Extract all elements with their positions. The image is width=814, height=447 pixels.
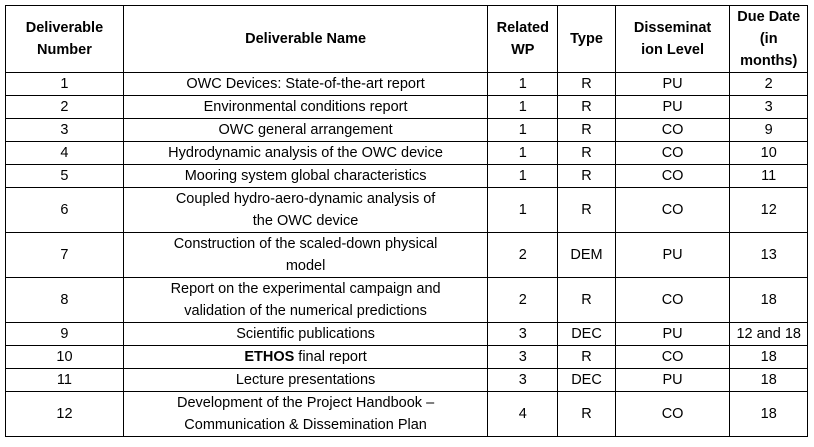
cell-deliverable-number: 8 [6,278,124,323]
cell-due-date: 13 [730,233,808,278]
deliverable-name-line: Communication & Dissemination Plan [184,417,427,433]
cell-related-wp: 3 [488,369,558,392]
cell-deliverable-name [123,278,487,323]
cell-type: DEC [558,323,615,346]
cell-deliverable-name [123,165,487,188]
cell-deliverable-name [123,346,487,369]
table-row [6,392,808,437]
deliverable-name-line: Scientific publications [236,326,375,342]
cell-related-wp: 1 [488,119,558,142]
cell-related-wp: 1 [488,96,558,119]
cell-deliverable-name [123,73,487,96]
cell-deliverable-number: 1 [6,73,124,96]
cell-dissemination-level: CO [615,188,730,233]
cell-type: R [558,73,615,96]
deliverable-name-line: Hydrodynamic analysis of the OWC device [168,145,443,161]
cell-dissemination-level: CO [615,346,730,369]
cell-deliverable-number: 7 [6,233,124,278]
cell-type: R [558,142,615,165]
cell-deliverable-number: 3 [6,119,124,142]
deliverable-name-line: OWC Devices: State-of-the-art report [186,76,425,92]
cell-related-wp: 1 [488,165,558,188]
cell-due-date: 12 and 18 [730,323,808,346]
cell-dissemination-level: CO [615,278,730,323]
cell-related-wp: 1 [488,73,558,96]
cell-deliverable-number: 4 [6,142,124,165]
deliverable-name-line: Mooring system global characteristics [184,168,427,184]
cell-deliverable-name [123,96,487,119]
cell-deliverable-number: 2 [6,96,124,119]
header-dissemination-level: Disseminat ion Level [615,6,730,73]
deliverables-table [5,5,808,437]
deliverable-name-line: Development of the Project Handbook – [177,395,435,411]
cell-type: R [558,278,615,323]
cell-dissemination-level: PU [615,73,730,96]
deliverable-name-line: Environmental conditions report [203,99,408,115]
cell-type: R [558,119,615,142]
cell-deliverable-name [123,323,487,346]
cell-type: DEM [558,233,615,278]
cell-related-wp: 3 [488,346,558,369]
cell-due-date: 9 [730,119,808,142]
table-row [6,323,808,346]
project-name-emphasis: ETHOS [244,349,295,365]
cell-dissemination-level: CO [615,392,730,437]
header-deliverable-number: Deliverable Number [6,6,124,73]
cell-due-date: 2 [730,73,808,96]
cell-deliverable-number: 9 [6,323,124,346]
cell-due-date: 18 [730,369,808,392]
cell-dissemination-level: CO [615,119,730,142]
deliverable-name-line: validation of the numerical predictions [184,303,427,319]
cell-deliverable-name [123,142,487,165]
table-row [6,119,808,142]
cell-due-date: 10 [730,142,808,165]
cell-deliverable-number: 6 [6,188,124,233]
cell-due-date: 11 [730,165,808,188]
cell-dissemination-level: PU [615,233,730,278]
cell-type: R [558,392,615,437]
cell-type: R [558,188,615,233]
table-row [6,188,808,233]
cell-deliverable-number: 11 [6,369,124,392]
table-row [6,369,808,392]
cell-dissemination-level: PU [615,369,730,392]
table-row [6,233,808,278]
cell-type: DEC [558,369,615,392]
cell-deliverable-name [123,369,487,392]
cell-dissemination-level: CO [615,165,730,188]
header-due-date: Due Date (in months) [730,6,808,73]
deliverable-name-line: the OWC device [252,213,359,229]
cell-related-wp: 4 [488,392,558,437]
deliverable-name-line: Report on the experimental campaign and [170,281,441,297]
table-row [6,73,808,96]
deliverable-name-line: model [285,258,326,274]
deliverable-name-line: Construction of the scaled-down physical [173,236,438,252]
cell-type: R [558,96,615,119]
deliverable-name-line: final report [294,349,367,365]
cell-due-date: 12 [730,188,808,233]
table-body [6,73,808,437]
cell-due-date: 18 [730,392,808,437]
table-row [6,278,808,323]
cell-deliverable-number: 5 [6,165,124,188]
cell-type: R [558,165,615,188]
cell-deliverable-name [123,233,487,278]
deliverable-name-line: Coupled hydro-aero-dynamic analysis of [175,191,436,207]
cell-deliverable-number: 12 [6,392,124,437]
cell-related-wp: 3 [488,323,558,346]
cell-due-date: 18 [730,278,808,323]
cell-related-wp: 1 [488,188,558,233]
deliverable-name-line: Lecture presentations [235,372,376,388]
header-deliverable-name: Deliverable Name [123,6,487,73]
deliverable-name-line: OWC general arrangement [218,122,393,138]
header-related-wp: Related WP [488,6,558,73]
cell-deliverable-name [123,119,487,142]
table-row [6,165,808,188]
cell-deliverable-name [123,392,487,437]
cell-dissemination-level: PU [615,323,730,346]
cell-related-wp: 2 [488,278,558,323]
cell-type: R [558,346,615,369]
table-row [6,142,808,165]
cell-due-date: 3 [730,96,808,119]
header-type: Type [558,6,615,73]
table-row [6,96,808,119]
cell-due-date: 18 [730,346,808,369]
cell-deliverable-name [123,188,487,233]
cell-related-wp: 1 [488,142,558,165]
table-header-row [6,6,808,73]
cell-dissemination-level: CO [615,142,730,165]
table-row [6,346,808,369]
cell-related-wp: 2 [488,233,558,278]
cell-deliverable-number: 10 [6,346,124,369]
cell-dissemination-level: PU [615,96,730,119]
